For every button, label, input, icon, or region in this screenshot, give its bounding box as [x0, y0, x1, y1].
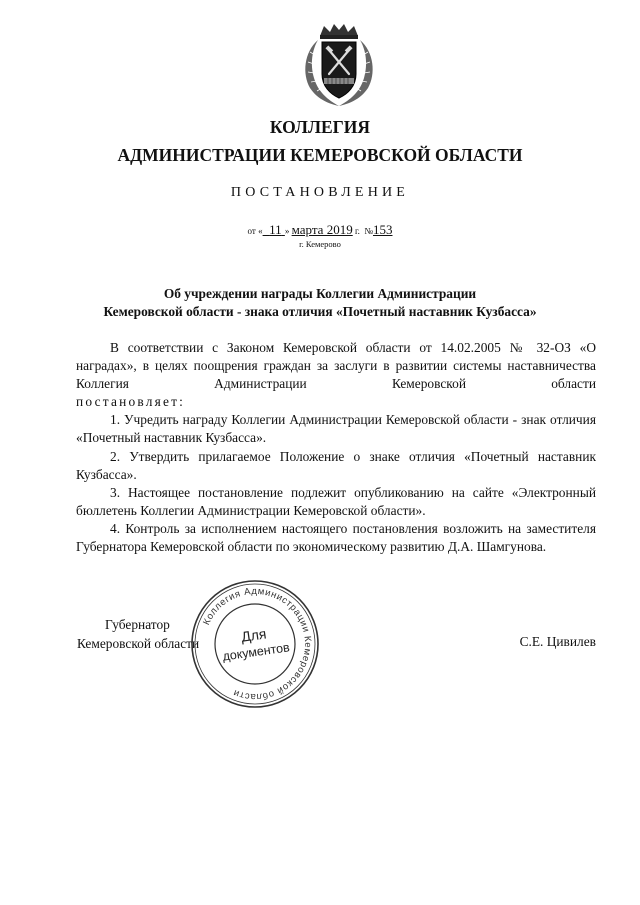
stamp-ring-text: Коллегия Администрации Кемеровской области	[201, 585, 314, 703]
decree-number: 153	[373, 222, 393, 237]
decree-month-year: марта 2019	[291, 222, 353, 237]
signatory-title-line-2: Кемеровской области	[77, 635, 200, 651]
decree-subject	[0, 285, 640, 321]
decree-city: г. Кемерово	[299, 239, 341, 249]
body-item-2: 2. Утвердить прилагаемое Положение о знаке отличия «Почетный наставник Кузбасса».	[76, 448, 596, 482]
signatory-title-line-1: Губернатор	[105, 617, 170, 632]
stamp-center-line-1: Для	[240, 625, 268, 645]
official-stamp	[189, 578, 321, 710]
collegium-title: КОЛЛЕГИЯ	[269, 117, 371, 137]
date-mid: »	[284, 226, 290, 236]
body-item-3: 3. Настоящее постановление подлежит опубликованию на сайте «Электронный бюллетень Коллегии Администрации Кемеровской области».	[76, 484, 596, 518]
subject-line-2: Кемеровской области - знака отличия «Почетный наставник Кузбасса»	[103, 304, 537, 319]
number-prefix: №	[364, 226, 373, 236]
date-prefix: от «	[247, 226, 263, 236]
body-item-1: 1. Учредить награду Коллегии Администрации Кемеровской области - знак отличия «Почетный наставник Кузбасса».	[76, 412, 596, 446]
year-suffix: г.	[354, 226, 360, 236]
signatory-title	[77, 616, 199, 653]
body-decides: постановляет:	[76, 394, 186, 410]
stamp-center-line-2: документов	[221, 640, 291, 664]
subject-line-1: Об учреждении награды Коллегии Администрации	[163, 286, 477, 301]
signatory-name: С.Е. Цивилев	[519, 634, 596, 649]
body-item-4: 4. Контроль за исполнением настоящего постановления возложить на заместителя Губернатора Кемеровской области по экономическому развитию Д.А. Шамгунова.	[76, 520, 596, 555]
decree-date-line	[0, 222, 640, 238]
decree-day: 11	[269, 222, 282, 237]
coat-of-arms-icon	[298, 22, 380, 108]
decree-body	[76, 339, 596, 556]
body-intro: В соответствии с Законом Кемеровской области от 14.02.2005 № 32-ОЗ «О наградах», в целях поощрения граждан за заслуги в развитии системы наставничества Коллегия Администрации Кемеровской области	[76, 340, 596, 392]
administration-title: АДМИНИСТРАЦИИ КЕМЕРОВСКОЙ ОБЛАСТИ	[117, 145, 523, 165]
document-type: ПОСТАНОВЛЕНИЕ	[230, 185, 410, 200]
